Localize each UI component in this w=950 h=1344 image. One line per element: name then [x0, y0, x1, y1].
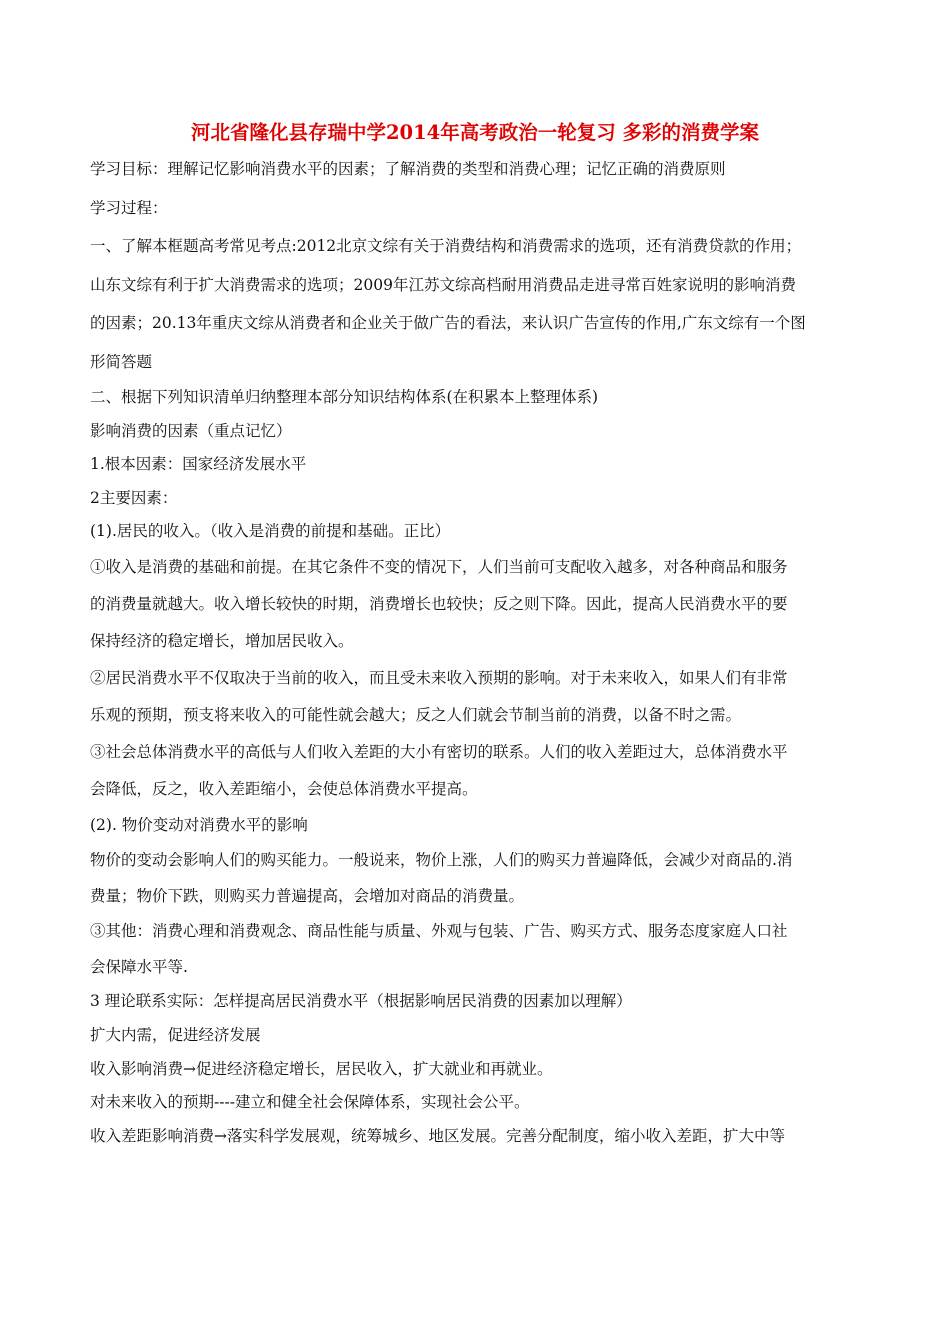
- income-point-2-line-1: ②居民消费水平不仅取决于当前的收入，而且受未来收入预期的影响。对于未来收入，如果人们有非常: [90, 668, 788, 687]
- other-factors-line-1: ③其他：消费心理和消费观念、商品性能与质量、外观与包装、广告、购买方式、服务态度家庭人口社: [90, 922, 788, 941]
- income-point-3-line-1: ③社会总体消费水平的高低与人们收入差距的大小有密切的联系。人们的收入差距过大，总体消费水平: [90, 742, 788, 761]
- section-one-line-3: 的因素；20.13年重庆文综从消费者和企业关于做广告的看法，来认识广告宣传的作用,广东文综有一个图: [90, 314, 806, 332]
- practice-line-1: 扩大内需，促进经济发展: [90, 1026, 261, 1045]
- learning-objective: 学习目标：理解记忆影响消费水平的因素；了解消费的类型和消费心理；记忆正确的消费原则: [90, 160, 726, 178]
- income-point-1-line-1: ①收入是消费的基础和前提。在其它条件不变的情况下，人们当前可支配收入越多，对各种商品和服务: [90, 557, 788, 576]
- section-one-line-2: 山东文综有利于扩大消费需求的选项；2009年江苏文综高档耐用消费品走进寻常百姓家说明的影响消费: [90, 275, 796, 294]
- practice-line-2: 收入影响消费→促进经济稳定增长，居民收入，扩大就业和再就业。: [90, 1059, 553, 1078]
- income-heading: (1).居民的收入。（收入是消费的前提和基础。正比）: [90, 522, 451, 541]
- income-point-3-line-2: 会降低，反之，收入差距缩小，会使总体消费水平提高。: [90, 779, 478, 798]
- practice-line-3: 对未来收入的预期----建立和健全社会保障体系，实现社会公平。: [90, 1093, 530, 1112]
- section-one-line-1: 一、了解本框题高考常见考点:2012北京文综有关于消费结构和消费需求的选项，还有消费贷款的作用；: [90, 237, 802, 255]
- factors-heading: 影响消费的因素（重点记忆）: [90, 421, 292, 440]
- fundamental-factor: 1.根本因素：国家经济发展水平: [90, 455, 307, 474]
- income-point-2-line-2: 乐观的预期，预支将来收入的可能性就会越大；反之人们就会节制当前的消费，以备不时之需。: [90, 705, 742, 724]
- price-line-2: 费量；物价下跌，则购买力普遍提高，会增加对商品的消费量。: [90, 886, 525, 905]
- section-one-line-4: 形简答题: [90, 352, 153, 371]
- other-factors-line-2: 会保障水平等.: [90, 957, 188, 976]
- income-point-1-line-2: 的消费量就越大。收入增长较快的时期，消费增长也较快；反之则下降。因此，提高人民消费水平的要: [90, 594, 788, 613]
- learning-process-heading: 学习过程：: [90, 198, 168, 217]
- main-factors-heading: 2主要因素：: [90, 488, 178, 507]
- document-title: 河北省隆化县存瑞中学2014年高考政治一轮复习 多彩的消费学案: [190, 121, 760, 144]
- price-heading: (2). 物价变动对消费水平的影响: [90, 815, 308, 834]
- section-two-heading: 二、根据下列知识清单归纳整理本部分知识结构体系(在积累本上整理体系): [90, 388, 599, 406]
- practice-line-4: 收入差距影响消费→落实科学发展观，统筹城乡、地区发展。完善分配制度，缩小收入差距，扩大中等: [90, 1126, 785, 1145]
- price-line-1: 物价的变动会影响人们的购买能力。一般说来，物价上涨，人们的购买力普遍降低，会减少对商品的.消: [90, 851, 793, 870]
- practice-heading: 3 理论联系实际：怎样提高居民消费水平（根据影响居民消费的因素加以理解）: [90, 992, 632, 1011]
- income-point-1-line-3: 保持经济的稳定增长，增加居民收入。: [90, 631, 354, 650]
- document-body: [90, 150, 865, 1153]
